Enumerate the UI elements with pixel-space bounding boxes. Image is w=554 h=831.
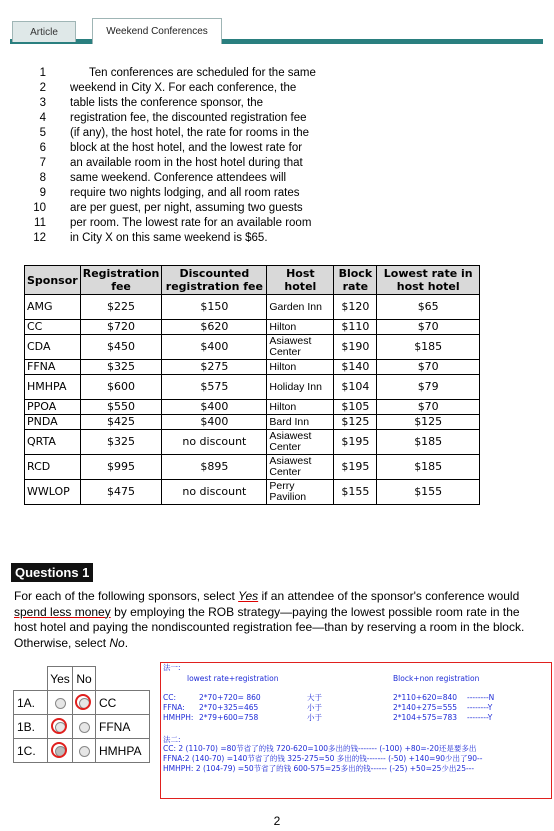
answer-cell-no xyxy=(73,739,96,763)
table-row xyxy=(25,375,480,400)
cell-block: $125 xyxy=(334,415,377,430)
cell-lowest: $185 xyxy=(377,335,480,360)
notes-m1-right: 2*110+620=840 xyxy=(393,693,458,702)
passage-line xyxy=(26,126,346,141)
cell-sponsor: PNDA xyxy=(25,415,81,430)
passage-line xyxy=(26,201,346,216)
cell-reg: $475 xyxy=(80,480,162,505)
tab-bar xyxy=(10,15,543,44)
table-row xyxy=(25,320,480,335)
cell-block: $120 xyxy=(334,295,377,320)
cell-sponsor: FFNA xyxy=(25,360,81,375)
instruction-text-1: For each of the following sponsors, select xyxy=(14,589,239,603)
table-header-row xyxy=(25,266,480,295)
cell-lowest: $79 xyxy=(377,375,480,400)
answer-col-yes: Yes xyxy=(48,667,73,691)
cell-lowest: $70 xyxy=(377,360,480,375)
cell-block: $195 xyxy=(334,430,377,455)
line-number: 7 xyxy=(39,157,46,169)
line-number: 4 xyxy=(39,112,46,124)
cell-reg: $325 xyxy=(80,360,162,375)
line-text: (if any), the host hotel, the rate for rooms in the xyxy=(70,127,310,139)
cell-hotel: Bard Inn xyxy=(267,415,334,430)
cell-reg: $225 xyxy=(80,295,162,320)
radio-yes[interactable] xyxy=(55,746,66,757)
notes-m1-calc: 2*79+600=758 xyxy=(199,713,259,722)
notes-m2-line: FFNA:2 (140-70) =140节省了的钱 325-275=50 多出的钱------- (-50) +140=90少出了90-- xyxy=(163,754,483,763)
notes-m2-line: HMHPH: 2 (104-79) =50节省了的钱 600-575=25多出的钱------ (-25) +50=25少出25--- xyxy=(163,764,475,773)
notes-m1-name: CC: xyxy=(163,693,177,702)
line-text: registration fee, the discounted registration fee xyxy=(70,112,307,124)
cell-block: $195 xyxy=(334,455,377,480)
passage-line xyxy=(26,81,346,96)
cell-sponsor: PPOA xyxy=(25,400,81,415)
passage-line xyxy=(26,141,346,156)
passage-line xyxy=(26,156,346,171)
passage-line xyxy=(26,66,346,81)
cell-disc: no discount xyxy=(162,480,267,505)
instruction-no: No xyxy=(109,635,125,650)
cell-disc: $575 xyxy=(162,375,267,400)
cell-disc: $400 xyxy=(162,415,267,430)
radio-yes[interactable] xyxy=(55,722,66,733)
cell-lowest: $65 xyxy=(377,295,480,320)
line-text: weekend in City X. For each conference, the xyxy=(70,82,297,94)
cell-disc: $400 xyxy=(162,400,267,415)
line-number: 8 xyxy=(39,172,46,184)
cell-reg: $425 xyxy=(80,415,162,430)
answer-label: 1C. xyxy=(14,739,48,763)
line-text: an available room in the host hotel during that xyxy=(70,157,303,169)
notes-m2-line: CC: 2 (110-70) =80节省了的钱 720-620=100多出的钱------- (-100) +80=-20还是要多出 xyxy=(163,744,477,753)
passage-line xyxy=(26,231,346,246)
question-instruction xyxy=(14,589,544,651)
cell-lowest: $125 xyxy=(377,415,480,430)
notes-m1-cmp: 大于 xyxy=(307,693,322,702)
cell-reg: $995 xyxy=(80,455,162,480)
answer-cell-no xyxy=(73,691,96,715)
cell-lowest: $70 xyxy=(377,400,480,415)
cell-hotel: Garden Inn xyxy=(267,295,334,320)
cell-block: $140 xyxy=(334,360,377,375)
cell-hotel: Holiday Inn xyxy=(267,375,334,400)
notes-header-right: Block+non registration xyxy=(393,674,480,683)
line-number: 12 xyxy=(33,232,46,244)
answer-label: 1A. xyxy=(14,691,48,715)
cell-lowest: $155 xyxy=(377,480,480,505)
instruction-end: . xyxy=(124,635,129,650)
table-row xyxy=(25,430,480,455)
table-row xyxy=(25,415,480,430)
answer-header-row xyxy=(14,667,150,691)
line-number: 2 xyxy=(39,82,46,94)
line-text: table lists the conference sponsor, the xyxy=(70,97,264,109)
answer-corner-right xyxy=(96,667,150,691)
notes-method1-title: 法一: xyxy=(163,663,181,672)
notes-m1-calc: 2*70+720= 860 xyxy=(199,693,261,702)
radio-yes[interactable] xyxy=(55,698,66,709)
answer-row xyxy=(14,739,150,763)
radio-no[interactable] xyxy=(79,722,90,733)
cell-block: $190 xyxy=(334,335,377,360)
passage xyxy=(26,66,346,246)
cell-sponsor: AMG xyxy=(25,295,81,320)
radio-no[interactable] xyxy=(79,746,90,757)
passage-line xyxy=(26,111,346,126)
cell-lowest: $70 xyxy=(377,320,480,335)
line-number: 6 xyxy=(39,142,46,154)
answer-col-no: No xyxy=(73,667,96,691)
cell-lowest: $185 xyxy=(377,430,480,455)
col-header-lowest-rate: Lowest rate in host hotel xyxy=(377,266,480,295)
passage-line xyxy=(26,186,346,201)
cell-disc: $275 xyxy=(162,360,267,375)
tab-article[interactable]: Article xyxy=(12,21,76,42)
line-number: 10 xyxy=(33,202,46,214)
cell-sponsor: WWLOP xyxy=(25,480,81,505)
instruction-text-3: by employing the ROB strategy—paying the lowest possible room rate in the host hotel and paying the nondiscounted registration fee—than by reserving a room in the block. Otherwise, select xyxy=(14,604,525,650)
conference-table xyxy=(24,265,480,505)
instruction-spend-less: spend less money xyxy=(14,604,111,619)
cell-disc: $620 xyxy=(162,320,267,335)
answer-option: FFNA xyxy=(96,715,150,739)
tab-bar-underline xyxy=(10,39,543,44)
col-header-discounted-fee: Discounted registration fee xyxy=(162,266,267,295)
cell-reg: $550 xyxy=(80,400,162,415)
notes-m1-calc: 2*70+325=465 xyxy=(199,703,259,712)
table-row xyxy=(25,455,480,480)
notes-m1-cmp: 小于 xyxy=(307,703,322,712)
answer-cell-yes xyxy=(48,739,73,763)
notes-m1-right: 2*140+275=555 xyxy=(393,703,458,712)
cell-disc: no discount xyxy=(162,430,267,455)
line-number: 11 xyxy=(34,217,46,229)
tab-weekend-conferences[interactable]: Weekend Conferences xyxy=(92,18,222,44)
line-number: 5 xyxy=(39,127,46,139)
cell-reg: $450 xyxy=(80,335,162,360)
answer-option: HMHPA xyxy=(96,739,150,763)
cell-hotel: Hilton xyxy=(267,360,334,375)
col-header-sponsor: Sponsor xyxy=(25,266,81,295)
line-text: are per guest, per night, assuming two guests xyxy=(70,202,303,214)
notes-m1-right: 2*104+575=783 xyxy=(393,713,458,722)
cell-disc: $150 xyxy=(162,295,267,320)
notes-m1-res: --------Y xyxy=(467,713,493,722)
instruction-text-2: if an attendee of the sponsor's conference would xyxy=(258,589,520,603)
cell-hotel: Hilton xyxy=(267,320,334,335)
notes-m1-res: --------N xyxy=(467,693,495,702)
line-number: 9 xyxy=(39,187,46,199)
cell-sponsor: HMHPA xyxy=(25,375,81,400)
cell-hotel: Asiawest Center xyxy=(267,455,334,480)
answer-cell-yes xyxy=(48,691,73,715)
cell-disc: $895 xyxy=(162,455,267,480)
answer-cell-no xyxy=(73,715,96,739)
table-row xyxy=(25,360,480,375)
cell-hotel: Perry Pavilion xyxy=(267,480,334,505)
questions-heading: Questions 1 xyxy=(11,563,93,582)
line-number: 1 xyxy=(39,67,46,79)
cell-reg: $325 xyxy=(80,430,162,455)
cell-lowest: $185 xyxy=(377,455,480,480)
cell-hotel: Hilton xyxy=(267,400,334,415)
radio-no[interactable] xyxy=(79,698,90,709)
line-text: block at the host hotel, and the lowest rate for xyxy=(70,142,303,154)
answer-table xyxy=(13,666,150,763)
passage-line xyxy=(26,96,346,111)
notes-m1-res: --------Y xyxy=(467,703,493,712)
cell-block: $104 xyxy=(334,375,377,400)
cell-hotel: Asiawest Center xyxy=(267,430,334,455)
col-header-host-hotel: Host hotel xyxy=(267,266,334,295)
cell-hotel: Asiawest Center xyxy=(267,335,334,360)
line-text: Ten conferences are scheduled for the same xyxy=(70,67,316,79)
line-text: require two nights lodging, and all room rates xyxy=(70,187,300,199)
handwritten-notes xyxy=(160,662,552,799)
answer-row xyxy=(14,691,150,715)
notes-m1-name: FFNA: xyxy=(163,703,185,712)
col-header-registration-fee: Registration fee xyxy=(80,266,162,295)
cell-block: $155 xyxy=(334,480,377,505)
cell-disc: $400 xyxy=(162,335,267,360)
page-number: 2 xyxy=(273,814,281,828)
line-number: 3 xyxy=(39,97,46,109)
answer-corner xyxy=(14,667,48,691)
table-row xyxy=(25,480,480,505)
line-text: same weekend. Conference attendees will xyxy=(70,172,287,184)
line-text: per room. The lowest rate for an available room xyxy=(70,217,312,229)
notes-m1-name: HMHPH: xyxy=(163,713,194,722)
col-header-block-rate: Block rate xyxy=(334,266,377,295)
answer-cell-yes xyxy=(48,715,73,739)
notes-header-left: lowest rate+registration xyxy=(187,674,279,683)
passage-line xyxy=(26,216,346,231)
cell-block: $110 xyxy=(334,320,377,335)
cell-sponsor: CC xyxy=(25,320,81,335)
instruction-yes: Yes xyxy=(238,589,259,603)
answer-label: 1B. xyxy=(14,715,48,739)
answer-option: CC xyxy=(96,691,150,715)
cell-sponsor: CDA xyxy=(25,335,81,360)
cell-block: $105 xyxy=(334,400,377,415)
notes-method2-title: 法二: xyxy=(163,735,181,744)
notes-m1-cmp: 小于 xyxy=(307,713,322,722)
line-text: in City X on this same weekend is $65. xyxy=(70,232,268,244)
answer-row xyxy=(14,715,150,739)
table-row xyxy=(25,335,480,360)
passage-line xyxy=(26,171,346,186)
table-row xyxy=(25,400,480,415)
table-row xyxy=(25,295,480,320)
cell-sponsor: QRTA xyxy=(25,430,81,455)
cell-reg: $720 xyxy=(80,320,162,335)
cell-sponsor: RCD xyxy=(25,455,81,480)
cell-reg: $600 xyxy=(80,375,162,400)
